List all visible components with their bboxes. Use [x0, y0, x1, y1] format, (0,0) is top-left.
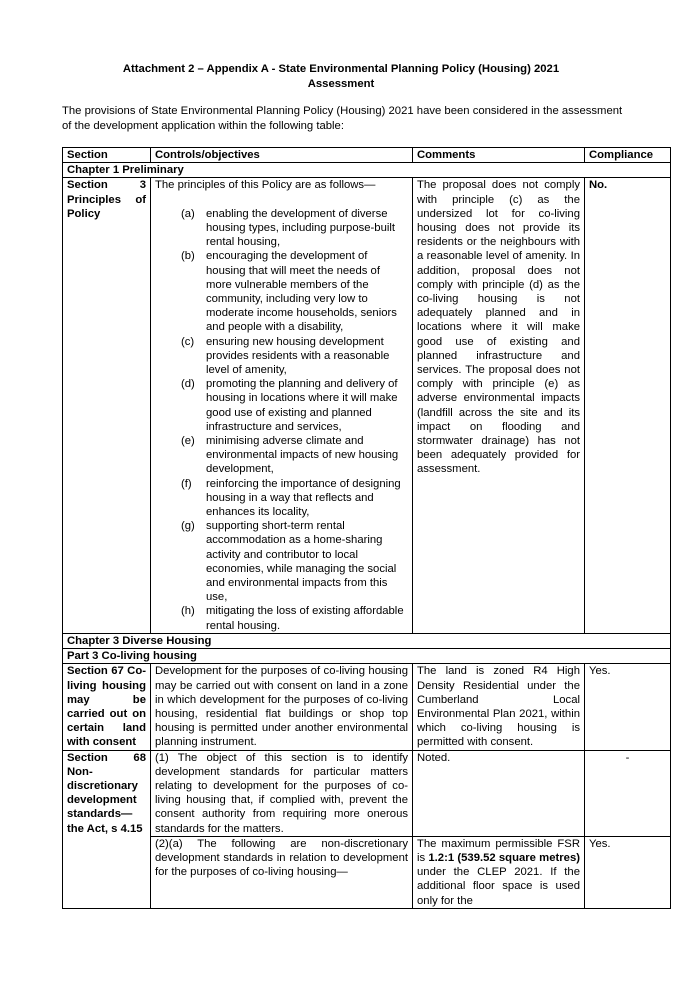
- list-item: (d) promoting the planning and delivery of housing in locations where it will make good use of existing and planned infrastructure and services,: [181, 378, 398, 433]
- section-68-label: Section 68 Non-discretionary development standards—the Act, s 4.15: [63, 750, 151, 908]
- section-67-controls: Development for the purposes of co-living housing may be carried out with consent on land in a zone in which development for the purposes of co-living housing, residential flat buildings or shop top housing is permitted under another environmental planning instrument.: [151, 664, 413, 750]
- chapter-1-row: [63, 163, 671, 178]
- header-section: Section: [63, 148, 151, 163]
- list-item: (c) ensuring new housing development provides residents with a reasonable level of amenity,: [181, 335, 390, 377]
- principles-lead: The principles of this Policy are as follows—: [155, 179, 376, 192]
- section-67-label: Section 67 Co-living housing may be carried out on certain land with consent: [63, 664, 151, 750]
- list-item: (a) enabling the development of diverse housing types, including purpose-built rental housing,: [181, 207, 396, 249]
- section-3-controls: [151, 178, 413, 633]
- list-item: (h) mitigating the loss of existing affordable rental housing.: [181, 605, 404, 632]
- list-item: (f) reinforcing the importance of designing housing in a way that reflects and enhances its locality,: [181, 477, 401, 519]
- section-67-comments: The land is zoned R4 High Density Residential under the Cumberland Local Environmental Plan 2021, within which co-living housing is permitted with consent.: [413, 664, 585, 750]
- table-header-row: [63, 148, 671, 163]
- table-row: [63, 664, 671, 750]
- section-68-controls-2: (2)(a) The following are non-discretionary development standards in relation to development for the purposes of co-living housing—: [151, 836, 413, 908]
- chapter-3-heading: Chapter 3 Diverse Housing: [63, 633, 671, 648]
- table-row: [63, 836, 671, 908]
- chapter-1-heading: Chapter 1 Preliminary: [63, 163, 671, 178]
- list-item: (e) minimising adverse climate and environmental impacts of new housing development,: [181, 435, 399, 476]
- header-controls: Controls/objectives: [151, 148, 413, 163]
- title-line-1: Attachment 2 – Appendix A - State Environmental Planning Policy (Housing) 2021: [122, 63, 560, 75]
- section-3-label: Section 3 Principles of Policy: [63, 178, 151, 633]
- part-3-heading: Part 3 Co-living housing: [63, 649, 671, 664]
- chapter-3-row: [63, 633, 671, 648]
- section-3-comments: The proposal does not comply with principle (c) as the undersized lot for co-living housing does not provide its residents or the neighbours with a reasonable level of amenity. In addition, proposal does not comply with principle (d) as the co-living housing is not adequately planned and in locations where it will make good use of existing and planned infrastructure and services. The proposal does not comply with principle (e) as adverse environmental impacts (landfill across the site and its impact on flooding and stormwater drainage) has not been adequately provided for assessment.: [413, 178, 585, 633]
- fsr-value: 1.2:1 (539.52 square metres): [428, 851, 580, 864]
- list-item: (g) supporting short-term rental accommodation as a home-sharing activity and contributor to local economies, while managing the social and environmental impacts from this use,: [181, 520, 397, 604]
- table-row: [63, 178, 671, 633]
- section-3-compliance: No.: [585, 178, 671, 633]
- header-comments: Comments: [413, 148, 585, 163]
- title-line-2: Assessment: [307, 77, 375, 90]
- section-68-compliance-1: -: [585, 750, 671, 836]
- section-68-controls-1: (1) The object of this section is to identify development standards for particular matters relating to development for the purposes of co-living housing that, if complied with, prevent the consent authority from requiring more onerous standards for the matters.: [151, 750, 413, 836]
- section-67-compliance: Yes.: [585, 664, 671, 750]
- document-title: [60, 62, 622, 91]
- section-68-compliance-2: Yes.: [585, 836, 671, 908]
- principles-list: [155, 207, 408, 633]
- header-compliance: Compliance: [585, 148, 671, 163]
- section-68-comments-1: Noted.: [413, 750, 585, 836]
- list-item: (b) encouraging the development of housing that will meet the needs of more vulnerable members of the community, including very low to moderate income households, seniors and people with a disability,: [181, 250, 397, 334]
- table-row: [63, 750, 671, 836]
- assessment-table: [62, 147, 671, 909]
- intro-paragraph: The provisions of State Environmental Planning Policy (Housing) 2021 have been considered in the assessment of the development application within the following table:: [62, 105, 623, 132]
- part-3-row: [63, 649, 671, 664]
- section-68-comments-2: The maximum permissible FSR is 1.2:1 (539.52 square metres) under the CLEP 2021. If the additional floor space is used only for the: [413, 836, 585, 908]
